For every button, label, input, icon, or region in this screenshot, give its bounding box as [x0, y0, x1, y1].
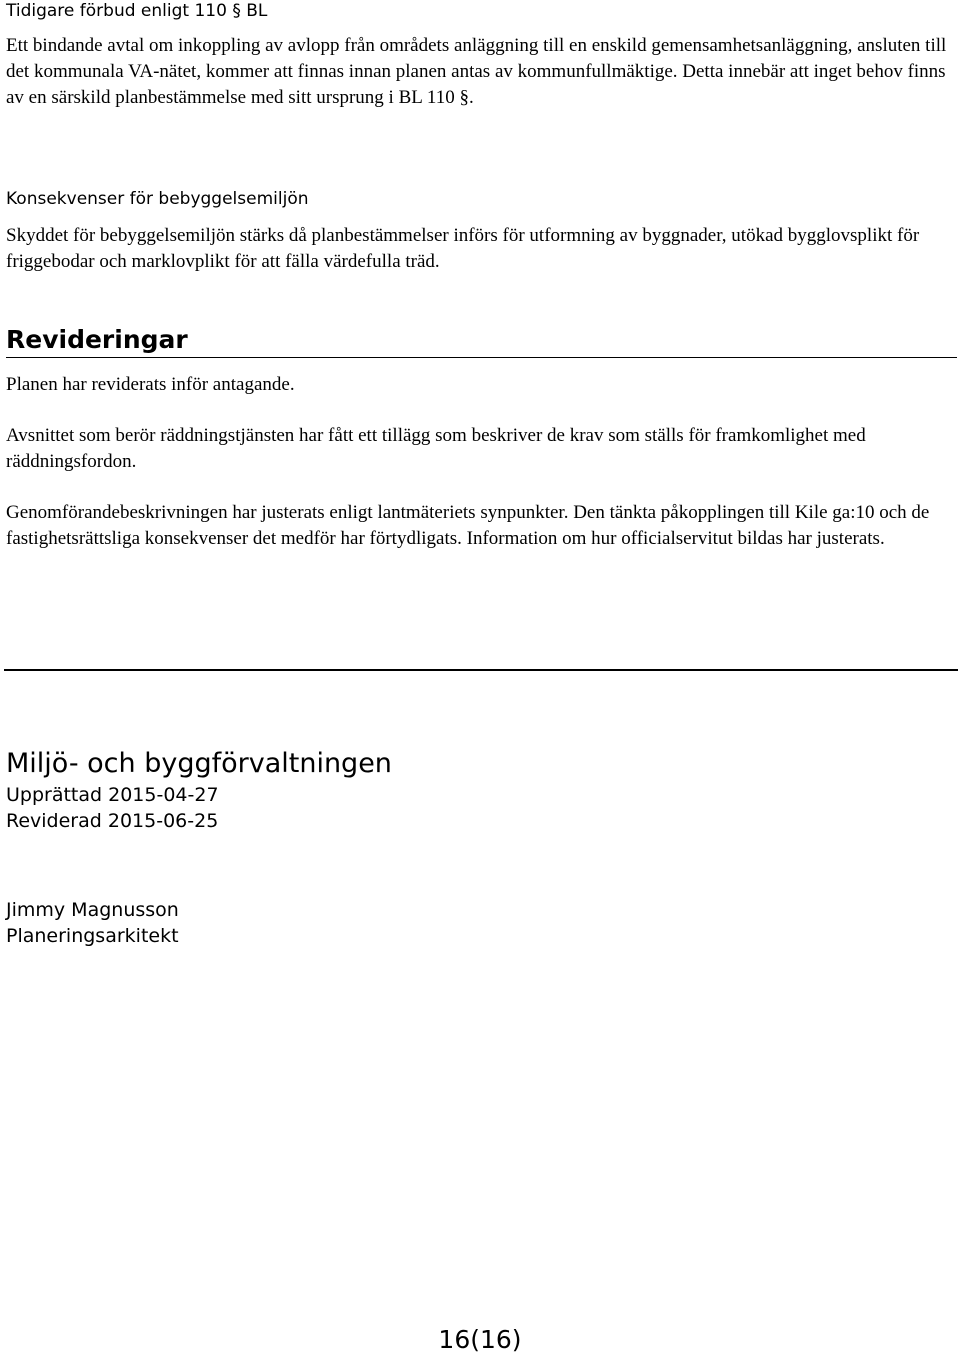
section-heading-tidigare-forbud: Tidigare förbud enligt 110 § BL — [6, 1, 268, 21]
heading-underline — [6, 357, 957, 358]
section-heading-konsekvenser: Konsekvenser för bebyggelsemiljön — [6, 189, 309, 209]
paragraph-revideringar-3: Genomförandebeskrivningen har justerats enligt lantmäteriets synpunkter. Den tänkta påkopplingen till Kile ga:10 och de fastighetsrättsliga konsekvenser det medför har förtydligats. Information om hur officialservitut bildas har justerats. — [6, 502, 930, 549]
page-number: 16(16) — [438, 1325, 522, 1354]
created-date: Upprättad 2015-04-27 — [6, 784, 219, 806]
paragraph-tidigare-forbud: Ett bindande avtal om inkoppling av avlopp från områdets anläggning till en enskild gemensamhetsanläggning, ansluten till det kommunala VA-nätet, kommer att finnas innan planen antas av kommunfullmäktige. Detta innebär att inget behov finns av en särskild planbestämmelse med sitt ursprung i BL 110 §. — [6, 35, 947, 108]
author-name: Jimmy Magnusson — [6, 899, 179, 921]
organization-name: Miljö- och byggförvaltningen — [6, 748, 392, 779]
section-heading-revideringar: Revideringar — [6, 325, 188, 354]
section-divider — [4, 669, 958, 671]
revised-date: Reviderad 2015-06-25 — [6, 810, 219, 832]
paragraph-revideringar-1: Planen har reviderats inför antagande. — [6, 374, 295, 395]
paragraph-konsekvenser: Skyddet för bebyggelsemiljön stärks då planbestämmelser införs för utformning av byggnader, utökad bygglovsplikt för friggebodar och marklovplikt för att fälla värdefulla träd. — [6, 225, 920, 272]
author-title: Planeringsarkitekt — [6, 925, 179, 947]
paragraph-revideringar-2: Avsnittet som berör räddningstjänsten har fått ett tillägg som beskriver de krav som ställs för framkomlighet med räddningsfordon. — [6, 425, 866, 472]
